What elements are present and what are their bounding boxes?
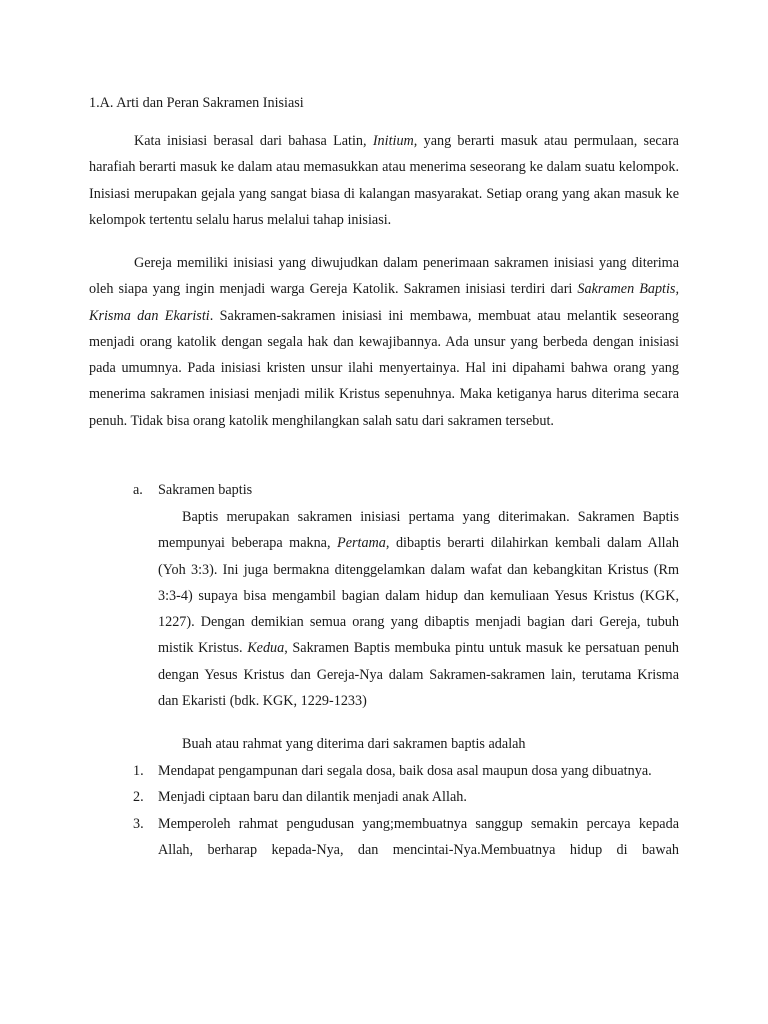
paragraph-inisiasi-definition: [89, 128, 679, 233]
subsection-marker: a.: [133, 482, 143, 498]
italic-term: Pertama,: [337, 535, 390, 552]
paragraph-text: Gereja memiliki inisiasi yang diwujudkan dalam penerimaan sakramen inisiasi yang diterima oleh siapa yang ingin menjadi warga Gereja Katolik. Sakramen inisiasi terdiri dari: [89, 255, 679, 298]
paragraph-gereja-inisiasi: [89, 250, 679, 434]
list-text: Menjadi ciptaan baru dan dilantik menjadi anak Allah.: [158, 789, 467, 806]
subsection-title: Sakramen baptis: [158, 482, 253, 498]
italic-term: Sakramen Baptis, Krisma dan Ekaristi: [89, 281, 679, 324]
paragraph-baptis: [158, 504, 679, 714]
list-item: [133, 784, 679, 810]
fruits-list: [133, 758, 679, 863]
paragraph-text: . Sakramen-sakramen inisiasi ini membawa, membuat atau melantik seseorang menjadi orang katolik dengan segala hak dan kewajibannya. Ada unsur yang berbeda dengan inisiasi pada umumnya. Pada inisiasi kristen unsur ilahi menyertainya. Hal ini dipahami bahwa orang yang menerima sakramen inisiasi menjadi milik Kristus sepenuhnya. Maka ketiganya harus diterima secara penuh. Tidak bisa orang katolik menghilangkan salah satu dari sakramen tersebut.: [89, 307, 679, 429]
fruits-intro: Buah atau rahmat yang diterima dari sakramen baptis adalah: [182, 736, 526, 752]
subsection-label: [133, 480, 252, 500]
list-text: Mendapat pengampunan dari segala dosa, baik dosa asal maupun dosa yang dibuatnya.: [158, 763, 652, 779]
list-number: 3.: [133, 815, 144, 832]
paragraph-text: , Sakramen Baptis membuka pintu untuk masuk ke persatuan penuh dengan Yesus Kristus dan Gereja-Nya dalam Sakramen-sakramen lain, terutama Krisma dan Ekaristi (bdk. KGK, 1229-1233): [158, 640, 679, 710]
paragraph-text: yang berarti masuk atau permulaan, secara harafiah berarti masuk ke dalam atau memasukkan atau menerima seseorang ke dalam suatu kelompok. Inisiasi merupakan gejala yang sangat biasa di kalangan masyarakat. Setiap orang yang akan masuk ke kelompok tertentu selalu harus melalui tahap inisiasi.: [89, 133, 679, 228]
italic-term: Kedua: [247, 640, 285, 657]
list-item: [133, 811, 679, 864]
paragraph-text: dibaptis berarti dilahirkan kembali dalam Allah (Yoh 3:3). Ini juga bermakna ditenggelamkan dalam wafat dan kebangkitan Kristus (Rm 3:3-4) supaya bisa mengambil bagian dalam hidup dan kemuliaan Yesus Kristus (KGK, 1227). Dengan demikian semua orang yang dibaptis menjadi bagian dari Gereja, tubuh mistik Kristus.: [158, 535, 679, 657]
list-item: [133, 758, 679, 784]
section-heading: 1.A. Arti dan Peran Sakramen Inisiasi: [89, 95, 304, 111]
list-text: Memperoleh rahmat pengudusan yang;membuatnya sanggup semakin percaya kepada Allah, berharap kepada-Nya, dan mencintai-Nya.Membuatnya hidup di bawah: [158, 815, 679, 858]
paragraph-text: Baptis merupakan sakramen inisiasi pertama yang diterimakan. Sakramen Baptis mempunyai beberapa makna,: [158, 509, 679, 552]
paragraph-text: Kata inisiasi berasal dari bahasa Latin,: [134, 133, 373, 149]
list-number: 2.: [133, 789, 144, 806]
italic-term: Initium,: [372, 133, 418, 149]
list-number: 1.: [133, 763, 144, 779]
